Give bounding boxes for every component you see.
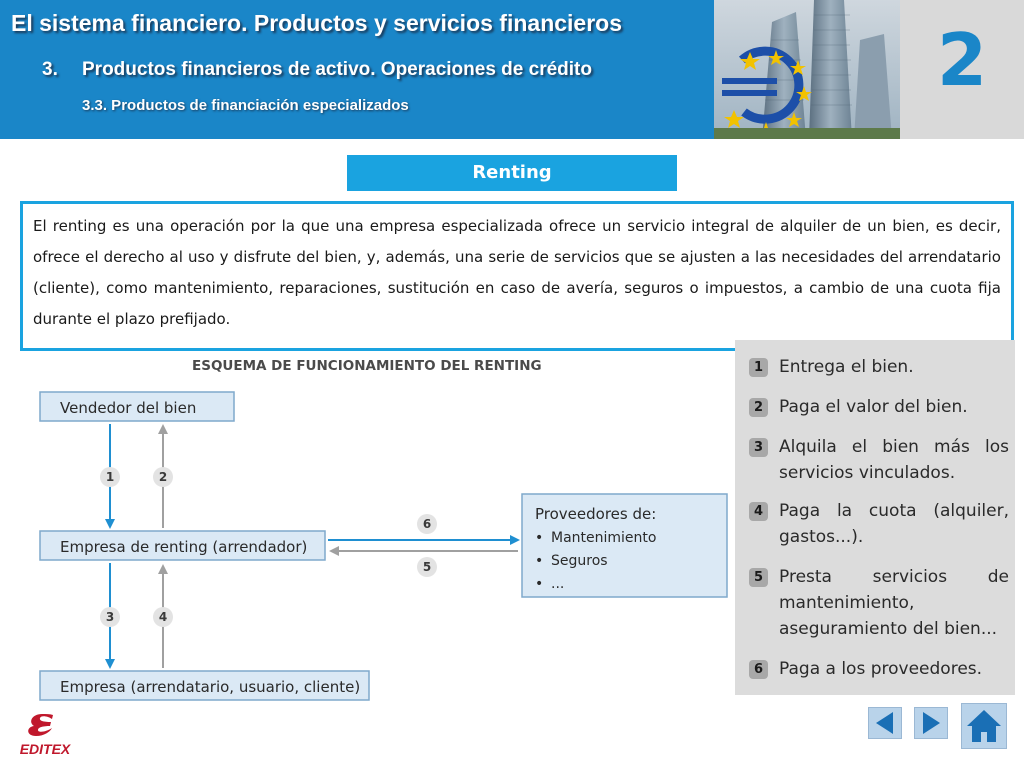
- provider-item: Mantenimiento: [551, 530, 657, 546]
- step-text: Alquila el bien más los servicios vinculados.: [779, 437, 1009, 483]
- arrow-label-6: 6: [422, 517, 432, 531]
- client-company-label: [60, 678, 360, 696]
- client-company-name: Empresa: [60, 678, 126, 696]
- arrow-label-5: 5: [422, 560, 432, 574]
- step-text: Presta servicios de mantenimiento, aseguramiento del bien...: [779, 567, 1009, 639]
- chapter-number: 2: [936, 18, 988, 102]
- editex-logo: [12, 712, 78, 760]
- step-text: Paga la cuota (alquiler, gastos...).: [779, 501, 1009, 547]
- ecb-building-photo: [714, 0, 900, 139]
- arrow-right-icon: [923, 712, 940, 734]
- step-number: 2: [749, 398, 768, 417]
- provider-item: Seguros: [551, 553, 608, 569]
- step-text: Paga a los proveedores.: [779, 659, 983, 679]
- provider-bullet: •: [535, 553, 544, 569]
- logo-text: EDITEX: [19, 741, 71, 757]
- definition-text: El renting es una operación por la que una empresa especializada ofrece un servicio integral de alquiler de un bien, es decir, ofrece el derecho al uso y disfrute del bien, y, además, una serie de servicios que se ajusten a las necesidades del arrendatario (cliente), como mantenimiento, reparaciones, sustitución en caso de avería, seguros o impuestos, a cambio de una cuota fija durante el plazo prefijado.: [33, 217, 1001, 328]
- steps-legend: [735, 340, 1015, 695]
- step-number: 6: [749, 660, 768, 679]
- arrow-left-icon: [876, 712, 893, 734]
- provider-bullet: •: [535, 530, 544, 546]
- renting-company-name: Empresa de renting: [60, 538, 208, 556]
- section-tab-renting: Renting: [347, 155, 677, 191]
- arrow-label-3: 3: [105, 610, 115, 624]
- subsection-heading: 3.3. Productos de financiación especializados: [82, 97, 409, 114]
- section-number: 3.: [42, 59, 58, 80]
- arrow-label-4: 4: [158, 610, 168, 624]
- arrow-label-2: 2: [158, 470, 168, 484]
- chapter-badge: [900, 0, 1024, 139]
- home-icon: [967, 710, 1001, 742]
- step-number: 4: [749, 502, 768, 521]
- definition-box: [20, 201, 1014, 351]
- next-slide-button[interactable]: [914, 707, 948, 739]
- section-heading: [42, 59, 592, 81]
- step-number: 3: [749, 438, 768, 457]
- renting-company-role: (arrendador): [212, 538, 308, 556]
- renting-diagram: [0, 340, 735, 710]
- renting-company-label: [60, 538, 307, 556]
- vendor-label: Vendedor del bien: [60, 399, 197, 417]
- client-company-role: (arrendatario, usuario, cliente): [130, 678, 361, 696]
- step-number: 1: [749, 358, 768, 377]
- arrow-label-1: 1: [105, 470, 115, 484]
- providers-title: Proveedores de:: [535, 505, 657, 523]
- step-text: Paga el valor del bien.: [779, 397, 968, 417]
- step-number: 5: [749, 568, 768, 587]
- home-button[interactable]: [961, 703, 1007, 749]
- step-text: Entrega el bien.: [779, 357, 914, 377]
- provider-item: ...: [551, 576, 565, 592]
- page-title: El sistema financiero. Productos y servicios financieros: [11, 10, 623, 36]
- diagram-title: ESQUEMA DE FUNCIONAMIENTO DEL RENTING: [192, 358, 542, 374]
- header-banner: [0, 0, 1024, 139]
- previous-slide-button[interactable]: [868, 707, 902, 739]
- section-title: Productos financieros de activo. Operaciones de crédito: [82, 59, 592, 80]
- provider-bullet: •: [535, 576, 544, 592]
